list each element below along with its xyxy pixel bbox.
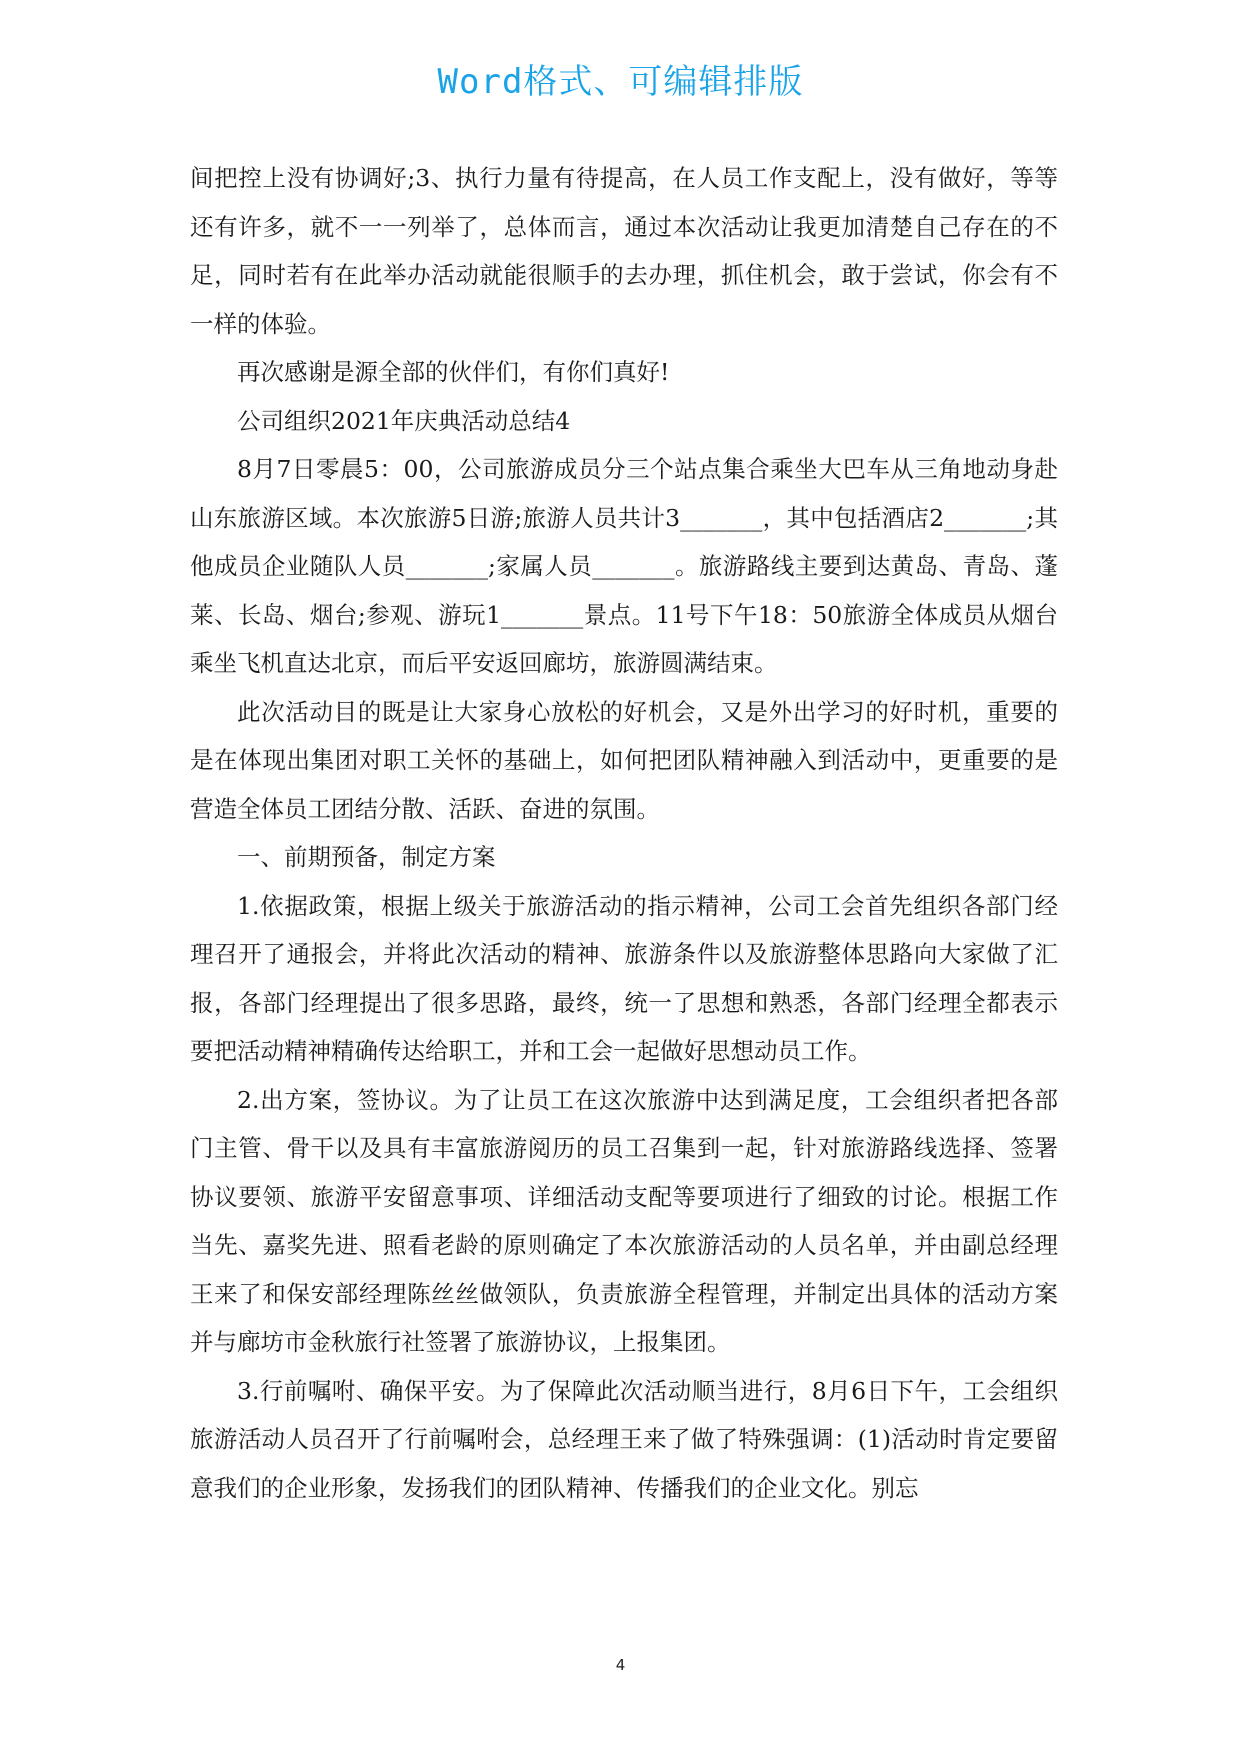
paragraph-5: 1.依据政策，根据上级关于旅游活动的指示精神，公司工会首先组织各部门经理召开了通报会，并将此次活动的精神、旅游条件以及旅游整体思路向大家做了汇报，各部门经理提出了很多思路，最终，统一了思想和熟悉，各部门经理全都表示要把活动精神精确传达给职工，并和工会一起做好思想动员工作。: [190, 891, 1058, 1065]
page-number: 4: [615, 1656, 626, 1674]
paragraph-7: 3.行前嘱咐、确保平安。为了保障此次活动顺当进行，8月6日下午，工会组织旅游活动人员召开了行前嘱咐会，总经理王来了做了特殊强调：(1)活动时肯定要留意我们的企业形象，发扬我们的团队精神、传播我们的企业文化。别忘: [190, 1376, 1058, 1502]
paragraph-1: 间把控上没有协调好;3、执行力量有待提高，在人员工作支配上，没有做好，等等还有许多，就不一一列举了，总体而言，通过本次活动让我更加清楚自己存在的不足，同时若有在此举办活动就能很顺手的去办理，抓住机会，敢于尝试，你会有不一样的体验。: [190, 164, 1058, 338]
document-body: [190, 154, 1058, 1512]
document-header-title: Word格式、可编辑排版: [437, 62, 804, 102]
subsection-heading: 一、前期预备，制定方案: [237, 843, 496, 871]
paragraph-6: 2.出方案，签协议。为了让员工在这次旅游中达到满足度，工会组织者把各部门主管、骨干以及具有丰富旅游阅历的员工召集到一起，针对旅游路线选择、签署协议要领、旅游平安留意事项、详细活动支配等要项进行了细致的讨论。根据工作当先、嘉奖先进、照看老龄的原则确定了本次旅游活动的人员名单，并由副总经理王来了和保安部经理陈丝丝做领队，负责旅游全程管理，并制定出具体的活动方案并与廊坊市金秋旅行社签署了旅游协议，上报集团。: [190, 1085, 1058, 1356]
paragraph-3: 8月7日零晨5：00，公司旅游成员分三个站点集合乘坐大巴车从三角地动身赴山东旅游区域。本次旅游5日游;旅游人员共计3_______，其中包括酒店2_______;其他成员企业随队人员_______;家属人员_______。旅游路线主要到达黄岛、青岛、蓬莱、长岛、烟台;参观、游玩1_______景点。11号下午18：50旅游全体成员从烟台乘坐飞机直达北京，而后平安返回廊坊，旅游圆满结束。: [190, 455, 1058, 677]
section-heading: 公司组织2021年庆典活动总结4: [237, 406, 571, 435]
paragraph-2: 再次感谢是源全部的伙伴们，有你们真好!: [237, 358, 670, 386]
paragraph-4: 此次活动目的既是让大家身心放松的好机会，又是外出学习的好时机，重要的是在体现出集团对职工关怀的基础上，如何把团队精神融入到活动中，更重要的是营造全体员工团结分散、活跃、奋进的氛围。: [190, 697, 1058, 823]
